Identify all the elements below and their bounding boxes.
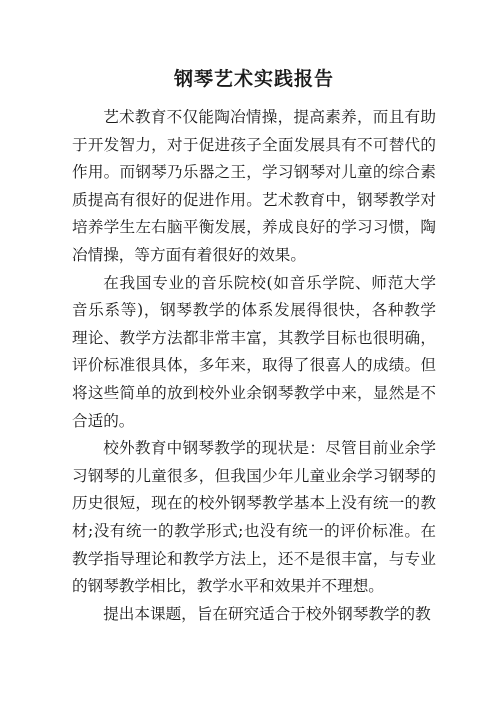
paragraph-3: 校外教育中钢琴教学的现状是：尽管目前业余学习钢琴的儿童很多，但我国少年儿童业余学习钢琴的历史很短，现在的校外钢琴教学基本上没有统一的教材;没有统一的教学形式;也没有统一的评价标准。在教学指导理论和教学方法上，还不是很丰富，与专业的钢琴教学相比，教学水平和效果并不理想。 <box>72 439 436 596</box>
paragraph-4: 提出本课题，旨在研究适合于校外钢琴教学的教 <box>103 604 431 623</box>
paragraph-2: 在我国专业的音乐院校(如音乐学院、师范大学音乐系等)，钢琴教学的体系发展得很快，各种教学理论、教学方法都非常丰富，其教学目标也很明确，评价标准很具体，多年来，取得了很喜人的成绩。但将这些简单的放到校外业余钢琴教学中来，显然是不合适的。 <box>72 273 436 430</box>
paragraph-1: 艺术教育不仅能陶冶情操，提高素养，而且有助于开发智力，对于促进孩子全面发展具有不可替代的作用。而钢琴乃乐器之王，学习钢琴对儿童的综合素质提高有很好的促进作用。艺术教育中，钢琴教学对培养学生左右脑平衡发展，养成良好的学习习惯，陶冶情操，等方面有着很好的效果。 <box>72 108 436 264</box>
document-title: 钢琴艺术实践报告 <box>173 68 334 90</box>
